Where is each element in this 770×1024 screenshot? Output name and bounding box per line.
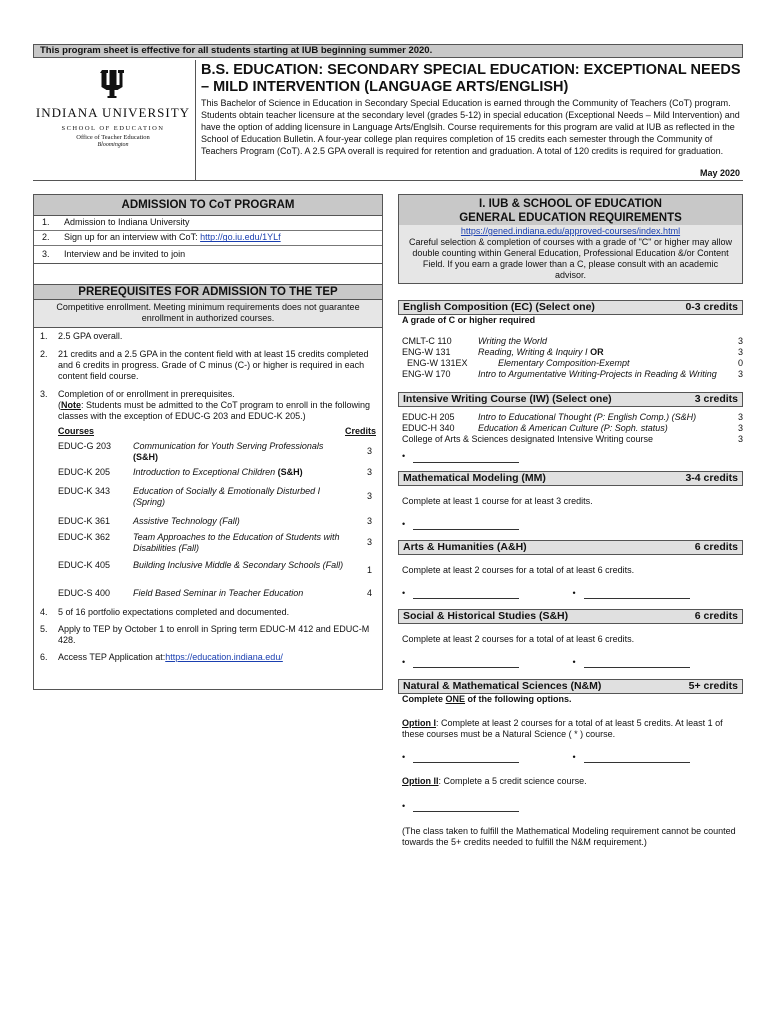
office-name: Office of Teacher Education [76,133,150,141]
course-code: EDUC-K 343 [58,485,111,496]
sheet-date: May 2020 [699,168,740,178]
course-tag: (S&H) [133,451,158,462]
prereq-subtitle: Competitive enrollment. Meeting minimum requirements does not guarantee enrollment in authorized courses. [34,300,382,328]
ah-blanks [398,588,743,599]
course-row [58,516,372,532]
course-code: EDUC-K 205 [58,466,111,477]
course-table-header [58,426,376,437]
admission-item [34,216,382,231]
write-in-line[interactable] [413,454,519,463]
item-text: Interview and be invited to join [64,248,186,259]
course-credits: 3 [366,466,372,477]
item-text: 21 credits and a 2.5 GPA in the content field with at least 15 credits completed and 6 credits in progress. Grade of C minus (C-) or higher is required in each content field course. [58,348,369,381]
write-in-line[interactable] [413,803,519,812]
course-title: Writing the World [478,336,548,347]
course-row [58,441,372,467]
option-text: : Complete at least 2 courses for a total of at least 5 credits. At least 1 of these courses must be a Natural Science ( * ) course. [402,717,723,739]
nm-option-1 [398,718,743,740]
course-title: Intro to Educational Thought (P: English Comp.) (S&H) [478,412,697,423]
bullet: • [572,751,576,762]
nm-requirement-bar [398,679,743,694]
course-credits: 3 [366,515,372,526]
campus-name: Bloomington [97,141,129,148]
course-row [398,369,743,380]
item-number: 1. [40,330,48,341]
sh-blank[interactable] [402,657,573,668]
gen-ed-note-text: Careful selection & completion of courses with a grade of "C" or higher may allow double counting within General Education, Professional Education &/or Content Field. If you earn a grade lower than a C, please consult with an academic advisor. [408,237,733,280]
nm-blank[interactable] [573,752,744,763]
prereq-item [34,652,382,663]
requirement-label: Social & Historical Studies (S&H) [403,610,569,622]
course-row [398,336,743,347]
course-row [398,347,743,358]
course-title [133,467,352,486]
write-in-line[interactable] [413,590,519,599]
requirement-credits: 6 credits [694,610,738,622]
ec-course-list [398,336,743,380]
prereq-heading: PREREQUISITES FOR ADMISSION TO THE TEP [34,284,382,300]
bullet: • [402,657,406,667]
requirement-credits: 0-3 credits [685,301,738,313]
item-number: 4. [40,606,48,617]
course-title: Education & American Culture (P: Soph. status) [478,423,668,434]
sh-instructions: Complete at least 2 courses for a total of at least 6 credits. [402,634,635,644]
sh-blank[interactable] [573,657,744,668]
prereq-text: Completion of or enrollment in prerequisites. [58,388,235,399]
course-row [58,532,372,560]
or-label: OR [590,347,604,358]
course-row [398,412,743,423]
nm-sub-one: ONE [445,694,466,705]
course-title-text: Reading, Writing & Inquiry I [478,347,588,358]
bullet: • [402,800,406,811]
requirement-label: Intensive Writing Course (IW) (Select one) [403,393,612,406]
option-text: : Complete a 5 credit science course. [438,775,587,786]
course-row [398,358,743,369]
course-row [58,560,372,588]
course-credits: 3 [737,369,743,380]
course-code: ENG-W 131EX [407,358,468,369]
course-title: Team Approaches to the Education of Students with Disabilities (Fall) [133,531,340,553]
course-code: ENG-W 131 [402,347,451,358]
gen-ed-heading [399,195,742,225]
mm-blank[interactable] [398,519,743,530]
course-code: EDUC-H 205 [402,412,455,423]
ah-instructions: Complete at least 2 courses for a total of at least 6 credits. [402,564,635,575]
bullet: • [402,587,406,598]
prereq-item [34,349,382,382]
gen-ed-heading-line2: GENERAL EDUCATION REQUIREMENTS [459,212,682,224]
requirement-label: Mathematical Modeling (MM) [403,471,546,484]
requirement-credits: 3-4 credits [685,471,738,484]
course-credits: 1 [366,564,372,575]
iw-course-list [398,412,743,445]
item-text: 2.5 GPA overall. [58,330,123,341]
item-text: Sign up for an interview with CoT: [64,232,198,243]
ah-blank[interactable] [573,588,744,599]
nm-subtitle [398,694,743,705]
course-title: Elementary Composition-Exempt [498,358,630,369]
mm-requirement-bar [398,471,743,486]
course-credits: 4 [366,587,372,598]
item-text: Access TEP Application at: [58,651,166,662]
ah-blank[interactable] [402,588,573,599]
option-label: Option I [402,717,436,728]
ec-requirement-bar [398,300,743,315]
course-row [58,486,372,516]
course-title-text: Introduction to Exceptional Children [133,466,276,477]
course-title: Education of Socially & Emotionally Disturbed I (Spring) [133,485,321,507]
prereq-item [34,624,382,646]
item-number: 3. [42,248,50,259]
course-credits: 0 [737,358,743,369]
requirement-label: Arts & Humanities (A&H) [403,540,527,553]
gen-ed-courses-link[interactable]: https://gened.indiana.edu/approved-courses/index.html [460,226,681,236]
bullet: • [402,751,406,762]
bullet: • [402,451,406,462]
option-label: Option II [402,775,439,786]
write-in-line[interactable] [584,754,690,763]
courses-label: Courses [58,425,95,436]
admission-item [34,246,382,264]
header-divider [195,60,196,180]
course-credits: 3 [737,423,743,434]
write-in-line[interactable] [413,754,519,763]
requirement-credits: 5+ credits [688,680,738,693]
admission-item [34,231,382,246]
course-tag: (S&H) [277,466,303,477]
item-number: 1. [42,217,50,228]
requirement-label: English Composition (EC) (Select one) [403,301,595,313]
course-code: EDUC-K 361 [58,515,111,526]
course-title: Field Based Seminar in Teacher Education [133,587,304,598]
nm-footnote: (The class taken to fulfill the Mathematical Modeling requirement cannot be counted towards the 5+ credits needed to fulfill the N&M requirement.) [402,826,736,847]
item-number: 3. [40,388,48,399]
bullet: • [572,657,576,667]
gen-ed-header-box [398,194,743,284]
iw-blank[interactable] [398,451,743,462]
write-in-line[interactable] [413,659,519,668]
course-code: EDUC-S 400 [58,587,111,598]
ec-grade-note: A grade of C or higher required [402,315,536,325]
item-text: Apply to TEP by October 1 to enroll in Spring term EDUC-M 412 and EDUC-M 428. [58,623,370,645]
nm-blank[interactable] [402,752,573,763]
course-title [478,347,723,358]
item-text: 5 of 16 portfolio expectations completed and documented. [58,606,290,617]
course-title-text: Communication for Youth Serving Professionals [133,440,324,451]
course-row [398,434,743,445]
program-intro: This Bachelor of Science in Education in Secondary Special Education is earned through the Community of Teachers (CoT) program. Students obtain teacher licensure at the secondary level (grades 5-12) in special education (Exceptional Needs – Mild Intervention) and have the option of adding licensure in Language Arts/Englsih. Course requirements for this program are valid at IUB as reflected in the School of Education Bulletin. A four-year college plan requires completion of 15 credits each semester through the Community of Teachers Program (CoT). A 2.5 GPA overall is required for retention and graduation. A total of 120 credits is required for graduation. [201,98,740,156]
iu-trident-icon [93,68,133,98]
note-text: : Students must be admitted to the CoT program to enroll in the following classes with the exception of EDUC-G 203 and EDUC-K 205.) [58,399,370,421]
mm-instructions: Complete at least 1 course for at least 3 credits. [402,495,593,506]
item-text: Admission to Indiana University [64,217,190,228]
course-row [398,423,743,434]
admission-panel [33,194,383,690]
tep-application-link[interactable]: https://education.indiana.edu/ [165,651,283,662]
course-code: EDUC-H 340 [402,423,455,434]
nm-option-2 [398,776,743,787]
course-title [133,441,352,467]
item-number: 6. [40,651,48,662]
course-credits: 3 [737,434,743,445]
prereq-item [34,331,382,342]
page-title: B.S. EDUCATION: SECONDARY SPECIAL EDUCATION: EXCEPTIONAL NEEDS – MILD INTERVENTION (LANGUAGE ARTS/ENGLISH) [201,62,741,95]
school-name: SCHOOL OF EDUCATION [61,124,165,132]
course-code: EDUC-G 203 [58,440,112,451]
course-row [58,588,372,604]
course-title: Building Inclusive Middle & Secondary Schools (Fall) [133,559,344,570]
requirement-label: Natural & Mathematical Sciences (N&M) [403,680,602,693]
nm-sub-text-end: of the following options. [465,694,572,705]
requirement-credits: 6 credits [694,540,738,553]
sh-requirement-bar [398,609,743,624]
gen-ed-heading-line1: I. IUB & SCHOOL OF EDUCATION [479,198,662,210]
course-title: Assistive Technology (Fall) [133,515,240,526]
course-credits: 3 [737,412,743,423]
iu-logo [33,60,193,180]
nm-option-1-blanks [398,752,743,763]
prereq-item [34,389,382,422]
gen-ed-note [399,225,742,283]
course-title: Intro to Argumentative Writing-Projects in Reading & Writing [478,369,717,380]
gen-ed-panel [398,194,743,848]
course-row [58,467,372,486]
course-credits: 3 [366,490,372,501]
iw-requirement-bar [398,392,743,407]
write-in-line[interactable] [584,659,690,668]
write-in-line[interactable] [413,521,519,530]
requirement-credits: 3 credits [694,393,738,406]
course-credits: 3 [737,347,743,358]
cot-interview-link[interactable]: http://go.iu.edu/1YLf [200,232,281,243]
course-code: EDUC-K 405 [58,559,111,570]
credits-label: Credits [344,425,376,436]
prereq-item [34,607,382,618]
university-name: INDIANA UNIVERSITY [35,105,191,121]
note-label: Note [61,399,81,410]
nm-sub-text: Complete [402,694,446,705]
bullet: • [572,587,576,598]
course-code: EDUC-K 362 [58,531,111,542]
course-credits: 3 [366,445,372,456]
bullet: • [402,518,406,529]
admission-heading: ADMISSION TO CoT PROGRAM [34,195,382,216]
item-number: 2. [40,348,48,359]
item-number: 5. [40,623,48,634]
course-code: CMLT-C 110 [402,336,452,347]
course-credits: 3 [366,536,372,547]
nm-option-2-blank[interactable] [398,801,743,812]
course-title: College of Arts & Sciences designated Intensive Writing course [402,434,653,445]
ah-requirement-bar [398,540,743,555]
sh-blanks [398,657,743,668]
course-credits: 3 [737,336,743,347]
course-code: ENG-W 170 [402,369,451,380]
header-rule [33,180,743,181]
item-number: 2. [42,232,50,243]
write-in-line[interactable] [584,590,690,599]
effective-banner: This program sheet is effective for all students starting at IUB beginning summer 2020. [33,44,743,58]
item-text: Completion of or enrollment in prerequisites. (Note: Students must be admitted to the CoT program to enroll in the following classes with the exception of EDUC-G 203 and EDUC-K 205.) [58,388,370,421]
